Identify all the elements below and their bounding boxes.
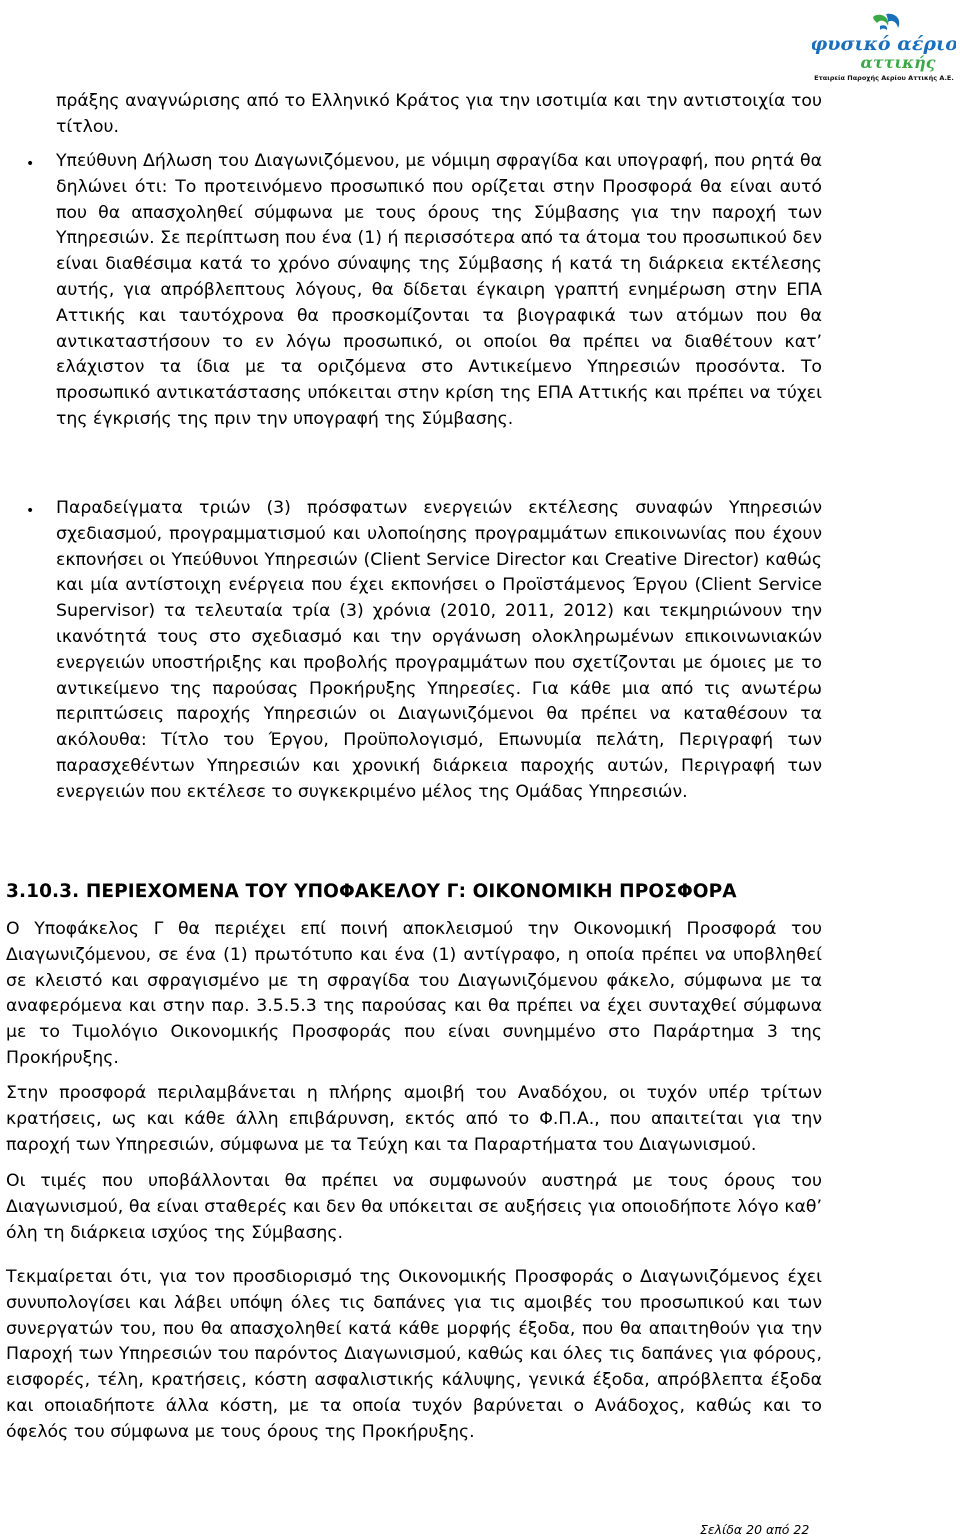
bullet-dot-icon: • bbox=[26, 503, 35, 519]
intro-continuation-paragraph: πράξης αναγνώρισης από το Ελληνικό Κράτος για την ισοτιμία και την αντιστοιχία του τίτλου. bbox=[56, 91, 822, 137]
paragraph-cost-assumptions: Τεκμαίρεται ότι, για τον προσδιορισμό της Οικονομικής Προσφοράς ο Διαγωνιζόμενος έχει συνυπολογίσει και λάβει υπόψη όλες τις δαπάνες για τις αμοιβές του προσωπικού και των συνεργατών του, που θα απασχοληθεί κατά κάθε μορφής έξοδα, που θα απαιτηθούν για την Παροχή των Υπηρεσιών του παρόντος Διαγωνισμού, καθώς και όλες τις δαπάνες για φόρους, εισφορές, τέλη, κρατήσεις, κόστη ασφαλιστικής κάλυψης, γενικά έξοδα, απρόβλεπτα έξοδα και οποιαδήποτε άλλα κόστη, με τα οποία τυχόν βαρύνεται ο Ανάδοχος, καθώς και το όφελός του σύμφωνα με τους όρους της Προκήρυξης. bbox=[6, 1267, 822, 1442]
paragraph-offer-includes: Στην προσφορά περιλαμβάνεται η πλήρης αμοιβή του Αναδόχου, οι τυχόν υπέρ τρίτων κρατήσεις, ως και κάθε άλλη επιβάρυνση, εκτός από το Φ.Π.Α., που απαιτείται για την παροχή των Υπηρεσιών, σύμφωνα με τα Τεύχη και τα Παραρτήματα του Διαγωνισμού. bbox=[6, 1083, 822, 1155]
page-number: Σελίδα 20 από 22 bbox=[700, 1522, 810, 1537]
bullet-item-project-examples: Παραδείγματα τριών (3) πρόσφατων ενεργειών εκτέλεσης συναφών Υπηρεσιών σχεδιασμού, προγραμματισμού και υλοποίησης προγραμμάτων επικοινωνίας που έχουν εκπονήσει οι Υπεύθυνοι Υπηρεσιών (Client Service Director και Creative Director) καθώς και μία αντίστοιχη ενέργεια που έχει εκπονήσει ο Προϊστάμενος Έργου (Client Service Supervisor) τα τελευταία τρία (3) χρόνια (2010, 2011, 2012) και τεκμηριώνουν την ικανότητά τους στο σχεδιασμό και την οργάνωση ολοκληρωμένων επικοινωνιακών ενεργειών υποστήριξης και προβολής προγραμμάτων που σχετίζονται με όμοιες με το αντικείμενο της παρούσας Προκήρυξης Υπηρεσίες. Για κάθε μια από τις ανωτέρω περιπτώσεις παροχής Υπηρεσιών οι Διαγωνιζόμενοι θα πρέπει να καταθέσουν τα ακόλουθα: Τίτλο του Έργου, Προϋπολογισμό, Επωνυμία πελάτη, Περιγραφή των παρασχεθέντων Υπηρεσιών και χρονική διάρκεια παροχής αυτών, Περιγραφή των ενεργειών που εκτέλεσε το συγκεκριμένο μέλος της Ομάδας Υπηρεσιών. bbox=[56, 498, 822, 802]
flame-logo-icon bbox=[812, 10, 956, 74]
paragraph-subfolder-contents: Ο Υποφάκελος Γ θα περιέχει επί ποινή αποκλεισμού την Οικονομική Προσφορά του Διαγωνιζόμενου, σε ένα (1) πρωτότυπο και ένα (1) αντίγραφο, η οποία πρέπει να υποβληθεί σε κλειστό και σφραγισμένο με τη σφραγίδα του Διαγωνιζόμενου φάκελο, σύμφωνα με τα αναφερόμενα και στην παρ. 3.5.5.3 της παρούσας και θα πρέπει να έχει συνταχθεί σύμφωνα με το Τιμολόγιο Οικονομικής Προσφοράς που είναι συνημμένο στο Παράρτημα 3 της Προκήρυξης. bbox=[6, 919, 822, 1068]
logo-wordmark-line1: φυσικό αέριο bbox=[812, 33, 956, 55]
bullet-item-staff-declaration: Υπεύθυνη Δήλωση του Διαγωνιζόμενου, με νόμιμη σφραγίδα και υπογραφή, που ρητά θα δηλώνει ότι: Το προτεινόμενο προσωπικό που ορίζεται στην Προσφορά θα είναι αυτό που θα απασχοληθεί σύμφωνα με τους όρους της Σύμβασης για την παροχή των Υπηρεσιών. Σε περίπτωση που ένα (1) ή περισσότερα από τα άτομα του προσωπικού δεν είναι διαθέσιμα κατά το χρόνο σύναψης της Σύμβασης ή κατά τη διάρκεια εκτέλεσης αυτής, για απρόβλεπτους λόγους, θα δίδεται έγκαιρη γραπτή ενημέρωση στην ΕΠΑ Αττικής και ταυτόχρονα θα προσκομίζονται τα βιογραφικά των ατόμων που θα αντικαταστήσουν το εν λόγω προσωπικό, οι οποίοι θα πρέπει να διαθέτουν κατ’ ελάχιστον τα ίδια με τα οριζόμενα στο Αντικείμενο Υπηρεσιών προσόντα. Το προσωπικό αντικατάστασης υπόκειται στην κρίση της ΕΠΑ Αττικής και πρέπει να τύχει της έγκρισής της πριν την υπογραφή της Σύμβασης. bbox=[56, 151, 822, 429]
bullet-dot-icon: • bbox=[26, 156, 35, 172]
section-heading: 3.10.3. ΠΕΡΙΕΧΟΜΕΝΑ ΤΟΥ ΥΠΟΦΑΚΕΛΟΥ Γ: ΟΙΚΟΝΟΜΙΚΗ ΠΡΟΣΦΟΡΑ bbox=[6, 881, 737, 902]
logo-wordmark-line2: αττικής bbox=[860, 53, 936, 72]
company-logo bbox=[812, 10, 956, 86]
logo-tagline: Εταιρεία Παροχής Αερίου Αττικής Α.Ε. bbox=[814, 74, 954, 82]
paragraph-prices-fixed: Οι τιμές που υποβάλλονται θα πρέπει να συμφωνούν αυστηρά με τους όρους του Διαγωνισμού, θα είναι σταθερές και δεν θα υπόκειται σε αυξήσεις για οποιοδήποτε λόγο καθ’ όλη τη διάρκεια ισχύος της Σύμβασης. bbox=[6, 1171, 822, 1243]
